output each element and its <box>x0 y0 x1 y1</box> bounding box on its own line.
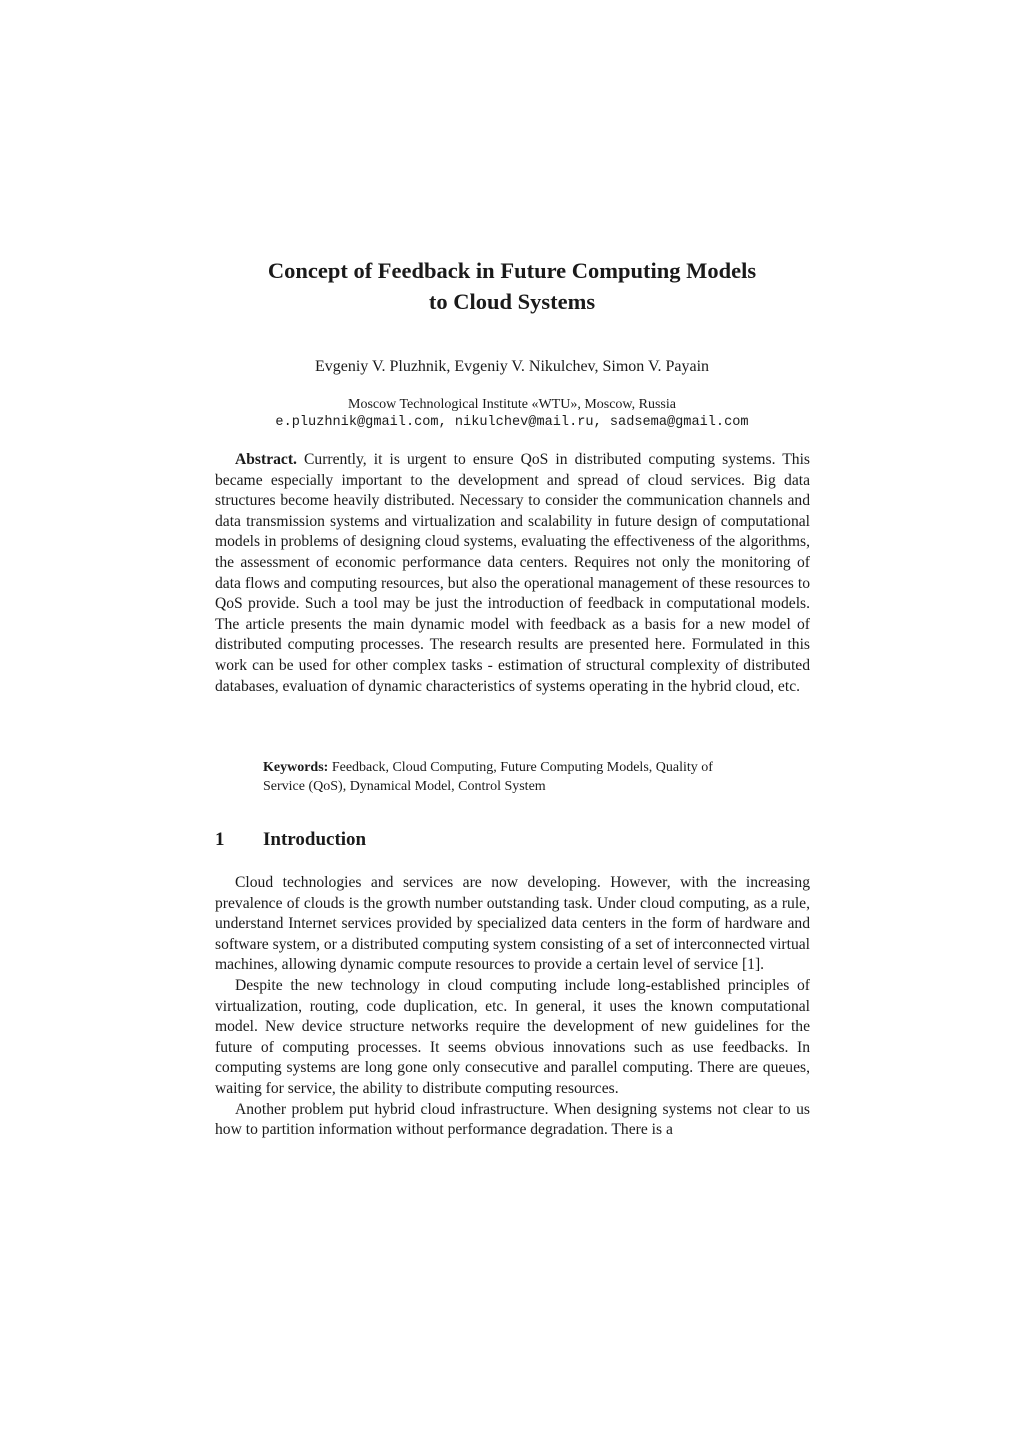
paper-title <box>212 255 812 317</box>
body-paragraph: Another problem put hybrid cloud infrastructure. When designing systems not clear to us how to partition information without performance degradation. There is a <box>215 1100 810 1139</box>
keywords-text: Feedback, Cloud Computing, Future Computing Models, Quality of Service (QoS), Dynamical Model, Control System <box>263 760 713 794</box>
paper-title-line-1: Concept of Feedback in Future Computing Models <box>267 258 757 283</box>
author-list: Evgeniy V. Pluzhnik, Evgeniy V. Nikulchev, Simon V. Payain <box>314 358 710 375</box>
paper-title-line-2: to Cloud Systems <box>428 289 596 314</box>
abstract <box>215 450 810 697</box>
body-paragraph: Despite the new technology in cloud computing include long-established principles of virtualization, routing, code duplication, etc. In general, it uses the known computational model. New device structure networks require the development of new guidelines for the future of computing processes. It seems obvious innovations such as use feedbacks. In computing systems are long gone only consecutive and parallel computing. There are queues, waiting for service, the ability to distribute computing resources. <box>215 976 810 1097</box>
abstract-label: Abstract. <box>235 451 297 468</box>
keywords-label: Keywords: <box>263 760 329 775</box>
body-paragraph: Cloud technologies and services are now developing. However, with the increasing prevalence of clouds is the growth number outstanding task. Under cloud computing, as a rule, understand Internet services provided by specialized data centers in the form of hardware and software system, or a distributed computing system consisting of a set of interconnected virtual machines, allowing dynamic compute resources to provide a certain level of service [1]. <box>215 874 810 974</box>
abstract-text: Currently, it is urgent to ensure QoS in distributed computing systems. This became especially important to the development and spread of cloud services. Big data structures become heavily distributed. Necessary to consider the communication channels and data transmission systems and virtualization and scalability in future design of computational models in problems of designing cloud systems, evaluating the effectiveness of the algorithms, the assessment of economic performance data centers. Requires not only the monitoring of data flows and computing resources, but also the operational management of these resources to QoS provide. Such a tool may be just the introduction of feedback in computational models. The article presents the main dynamic model with feedback as a basis for a new model of distributed computing processes. The research results are presented here. Formulated in this work can be used for other complex tasks - estimation of structural complexity of distributed databases, evaluation of dynamic characteristics of systems operating in the hybrid cloud, etc. <box>215 451 810 695</box>
section-heading-introduction <box>215 827 810 853</box>
affiliation: Moscow Technological Institute «WTU», Moscow, Russia <box>348 397 676 412</box>
introduction-body <box>215 873 810 1141</box>
section-title: Introduction <box>263 829 367 850</box>
author-emails: e.pluzhnik@gmail.com, nikulchev@mail.ru, sadsema@gmail.com <box>275 415 749 430</box>
keywords <box>263 758 753 796</box>
section-number: 1 <box>215 829 225 850</box>
